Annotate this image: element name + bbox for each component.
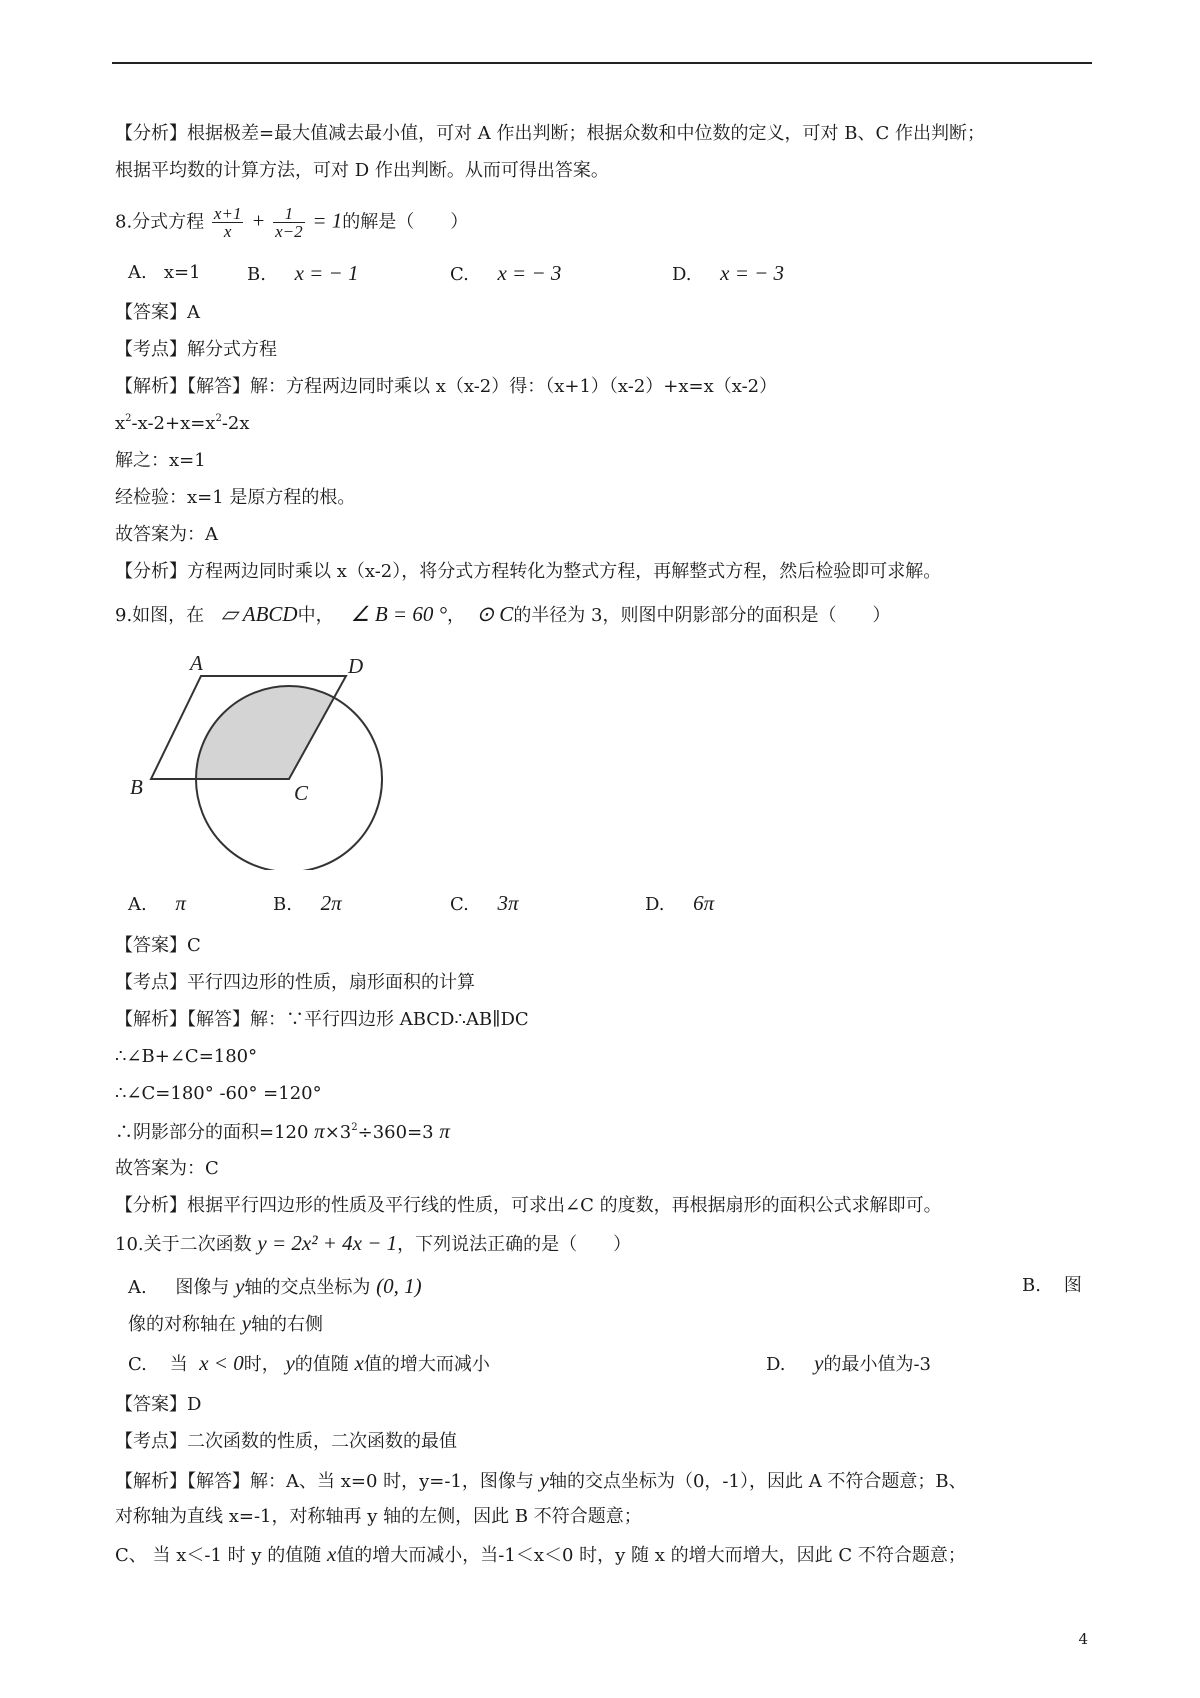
q10-explain-2: 对称轴为直线 x=-1，对称轴再 y 轴的左侧，因此 B 不符合题意； (115, 1506, 642, 1527)
q10-option-a: A. 图像与 y轴的交点坐标为 (0, 1) (128, 1274, 422, 1298)
q9-point: 【考点】平行四边形的性质，扇形面积的计算 (115, 972, 475, 993)
q9-label-c: C (294, 781, 309, 805)
q10-option-b-label: B. 图 (1022, 1275, 1082, 1296)
q9-analysis: 【分析】根据平行四边形的性质及平行线的性质，可求出∠C 的度数，再根据扇形的面积公式求解即可。 (115, 1195, 942, 1216)
q8-explain-3: 解之：x=1 (115, 450, 206, 471)
q8-option-c: C. x = − 3 (450, 261, 562, 285)
q9-answer: 【答案】C (115, 935, 201, 956)
q9-option-c: C. 3π (450, 891, 519, 915)
q8-explain-1: 【解析】【解答】解：方程两边同时乘以 x（x-2）得：（x+1）（x-2）+x=x（x-2） (115, 376, 778, 397)
prev-analysis-line-1: 【分析】根据极差=最大值减去最小值，可对 A 作出判断；根据众数和中位数的定义，可对 B、C 作出判断； (115, 123, 985, 144)
q9-explain-4: ∴阴影部分的面积=120 $\pi\times 3^2\div 360=3$ π (115, 1119, 450, 1143)
q8-explain-5: 故答案为：A (115, 524, 218, 545)
q9-option-b: B. 2π (273, 891, 342, 915)
q10-option-b-cont: 像的对称轴在 y轴的右侧 (128, 1311, 324, 1335)
q10-point: 【考点】二次函数的性质，二次函数的最值 (115, 1431, 457, 1452)
q8-option-d: D. x = − 3 (672, 261, 785, 285)
q8-option-a: A. x=1 (128, 262, 201, 283)
q9-explain-5: 故答案为：C (115, 1158, 219, 1179)
header-rule (112, 62, 1092, 64)
q8-stem: 8.分式方程 $\frac{x+1}{x}$ + $\frac{1}{x-2}$ = 1的解是（ ） (115, 204, 469, 241)
q8-fraction-2: $\frac{1}{x-2}$ (275, 204, 303, 241)
q9-explain-2: ∴∠B+∠C=180° (115, 1046, 258, 1067)
q9-option-a: A. π (128, 891, 186, 915)
q9-label-a: A (190, 651, 203, 675)
q9-figure (120, 640, 400, 870)
q8-answer: 【答案】A (115, 302, 200, 323)
q9-explain-1: 【解析】【解答】解：∵平行四边形 ABCD∴AB∥DC (115, 1009, 529, 1030)
page-number: 4 (1078, 1630, 1088, 1648)
q9-option-d: D. 6π (645, 891, 715, 915)
q10-explain-3: C、 当 x＜-1 时 y 的值随 x值的增大而减小，当-1＜x＜0 时，y 随 x 的增大而增大，因此 C 不符合题意； (115, 1542, 966, 1566)
q9-stem: 9.如图，在 ▱ ABCD中， ∠ B = 60 °， ⊙ C的半径为 3，则图中阴影部分的面积是（ ） (115, 602, 891, 626)
q8-explain-2: $x^2-x-2+x=x^2-2x$ (115, 413, 250, 434)
q8-point: 【考点】解分式方程 (115, 339, 277, 360)
q8-option-b: B. x = − 1 (247, 261, 359, 285)
q8-analysis: 【分析】方程两边同时乘以 x（x-2），将分式方程转化为整式方程，再解整式方程，然后检验即可求解。 (115, 561, 942, 582)
q10-explain-1: 【解析】【解答】解：A、当 x=0 时，y=-1，图像与 y轴的交点坐标为（0，-1），因此 A 不符合题意；B、 (115, 1468, 967, 1492)
q9-label-d: D (348, 654, 364, 678)
q10-stem: 10.关于二次函数 y = 2x² + 4x − 1，下列说法正确的是（ ） (115, 1231, 632, 1255)
q10-option-c: C. 当 x < 0时， y的值随 x值的增大而减小 (128, 1351, 490, 1375)
q9-label-b: B (130, 775, 143, 799)
prev-analysis-line-2: 根据平均数的计算方法，可对 D 作出判断。从而可得出答案。 (115, 160, 609, 181)
q8-explain-4: 经检验：x=1 是原方程的根。 (115, 487, 356, 508)
q10-answer: 【答案】D (115, 1394, 202, 1415)
q8-fraction-1: $\frac{x+1}{x}$ (213, 204, 242, 241)
q10-option-d: D. y的最小值为-3 (766, 1351, 931, 1375)
q9-explain-3: ∴∠C=180° -60° =120° (115, 1083, 322, 1104)
